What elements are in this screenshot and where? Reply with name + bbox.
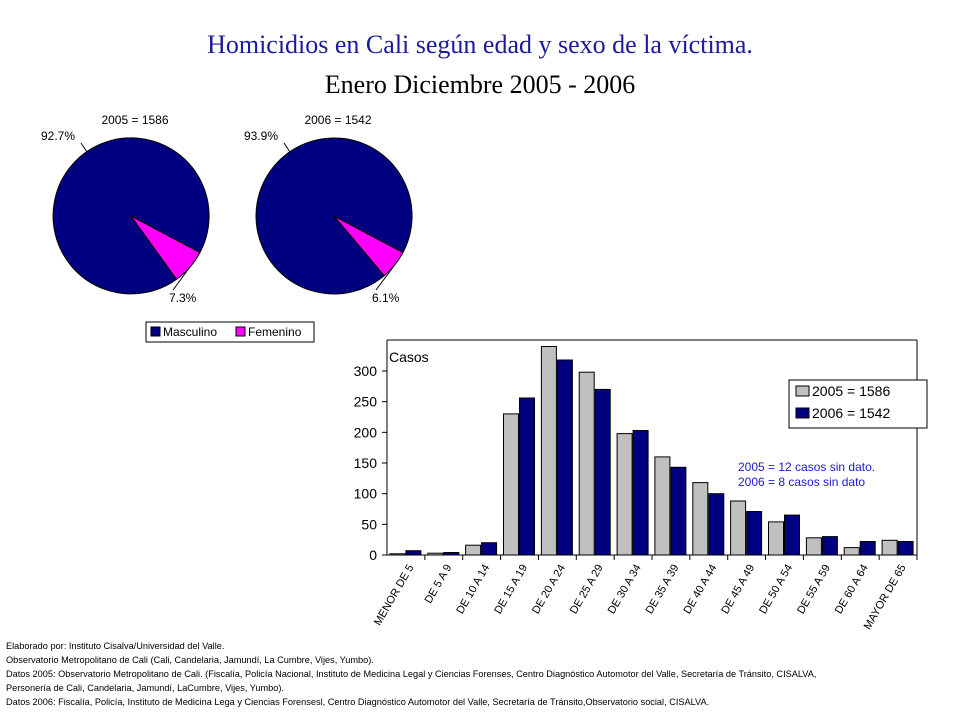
- x-tick-label: DE 55 A 59: [795, 562, 833, 617]
- pie-label-masculino: 92.7%: [41, 129, 76, 143]
- footer-line: Datos 2006: Fiscalía, Policía, Instituto de Medicina Lega y Ciencias Forensesl, Centro Diagnóstico Automotor del Valle, Secretaría de Tránsito,Observatorio social, CISALVA.: [6, 697, 710, 707]
- bar-2005: [844, 548, 859, 555]
- legend-swatch-2006: [796, 408, 809, 418]
- x-tick-label: DE 5 A 9: [422, 562, 455, 606]
- footer-line: Personería de Cali, Candelaria, Jamundí, LaCumbre, Vijes, Yumbo).: [6, 683, 284, 693]
- bar-2005: [882, 540, 897, 555]
- legend-label-masculino: Masculino: [163, 325, 218, 339]
- bar-2006: [482, 543, 497, 555]
- pie-label-femenino: 6.1%: [372, 291, 400, 305]
- pie-title: 2005 = 1586: [101, 113, 169, 127]
- bar-2005: [617, 434, 632, 555]
- legend-swatch-masculino: [151, 327, 160, 336]
- bar-2005: [806, 538, 821, 555]
- bar-2006: [406, 551, 421, 555]
- legend-label-2006: 2006 = 1542: [812, 405, 891, 421]
- x-tick-label: MENOR DE 5: [371, 562, 417, 628]
- bar-2006: [520, 398, 535, 555]
- x-tick-label: DE 50 A 54: [757, 562, 796, 617]
- annotation-missing-data: 2005 = 12 casos sin dato.: [738, 460, 876, 474]
- x-tick-label: DE 10 A 14: [454, 562, 493, 617]
- bar-2006: [898, 542, 913, 556]
- x-tick-label: MAYOR DE 65: [861, 562, 909, 632]
- pie-leader-line: [81, 143, 87, 152]
- y-tick-label: 300: [353, 363, 377, 379]
- footer-line: Observatorio Metropolitano de Cali (Cali, Candelaria, Jamundí, La Cumbre, Vijes, Yumbo).: [6, 655, 374, 665]
- x-tick-label: DE 60 A 64: [832, 562, 871, 617]
- bar-2005: [504, 414, 519, 555]
- bar-2005: [655, 457, 670, 555]
- bar-2005: [541, 347, 556, 556]
- bar-2006: [822, 537, 837, 555]
- bar-2005: [731, 501, 746, 555]
- y-tick-label: 200: [353, 424, 377, 441]
- bar-2006: [709, 494, 724, 555]
- legend-label-2005: 2005 = 1586: [812, 383, 891, 399]
- bar-2005: [466, 545, 481, 555]
- pie-leader-line: [284, 143, 290, 152]
- y-tick-label: 100: [353, 485, 377, 502]
- annotation-missing-data: 2006 = 8 casos sin dato: [738, 475, 866, 489]
- pie-title: 2006 = 1542: [304, 113, 372, 127]
- pie-label-femenino: 7.3%: [169, 291, 197, 305]
- bar-2005: [428, 553, 443, 555]
- bar-2006: [557, 360, 572, 555]
- x-tick-label: DE 45 A 49: [719, 562, 758, 617]
- chart-subtitle: Enero Diciembre 2005 - 2006: [324, 70, 636, 99]
- y-tick-label: 50: [361, 516, 377, 533]
- footer-line: Datos 2005: Observatorio Metropolitano de Cali. (Fiscalía, Policía Nacional, Instituto de Medicina Legal y Ciencias Forenses, Centro Diagnóstico Automotor del Valle, Secretaría de Tránsito, CISALVA,: [6, 669, 817, 679]
- y-axis-title: Casos: [389, 349, 429, 365]
- pie-label-masculino: 93.9%: [244, 129, 279, 143]
- x-tick-label: DE 20 A 24: [530, 562, 568, 617]
- bar-2005: [579, 372, 594, 555]
- y-tick-label: 150: [353, 455, 377, 471]
- y-tick-label: 0: [369, 547, 377, 563]
- y-tick-label: 250: [353, 393, 377, 410]
- chart-title: Homicidios en Cali según edad y sexo de la víctima.: [207, 30, 753, 59]
- bar-2006: [595, 389, 610, 555]
- footer-line: Elaborado por: Instituto Cisalva/Universidad del Valle.: [6, 641, 225, 651]
- bar-2006: [444, 553, 459, 556]
- x-tick-label: DE 15 A 19: [492, 562, 531, 617]
- legend-swatch-2005: [796, 386, 809, 396]
- legend-swatch-femenino: [236, 327, 245, 336]
- bar-2006: [671, 467, 686, 555]
- x-tick-label: DE 30 A 34: [605, 562, 644, 617]
- bar-2005: [693, 483, 708, 555]
- bar-2005: [769, 522, 784, 555]
- x-tick-label: DE 25 A 29: [567, 562, 606, 617]
- bar-2006: [633, 431, 648, 556]
- x-tick-label: DE 40 A 44: [681, 562, 720, 617]
- legend-label-femenino: Femenino: [248, 325, 302, 339]
- bar-2006: [785, 515, 800, 555]
- x-tick-label: DE 35 A 39: [643, 562, 682, 617]
- bar-2006: [747, 512, 762, 556]
- bar-2006: [860, 542, 875, 556]
- bar-2005: [390, 554, 405, 555]
